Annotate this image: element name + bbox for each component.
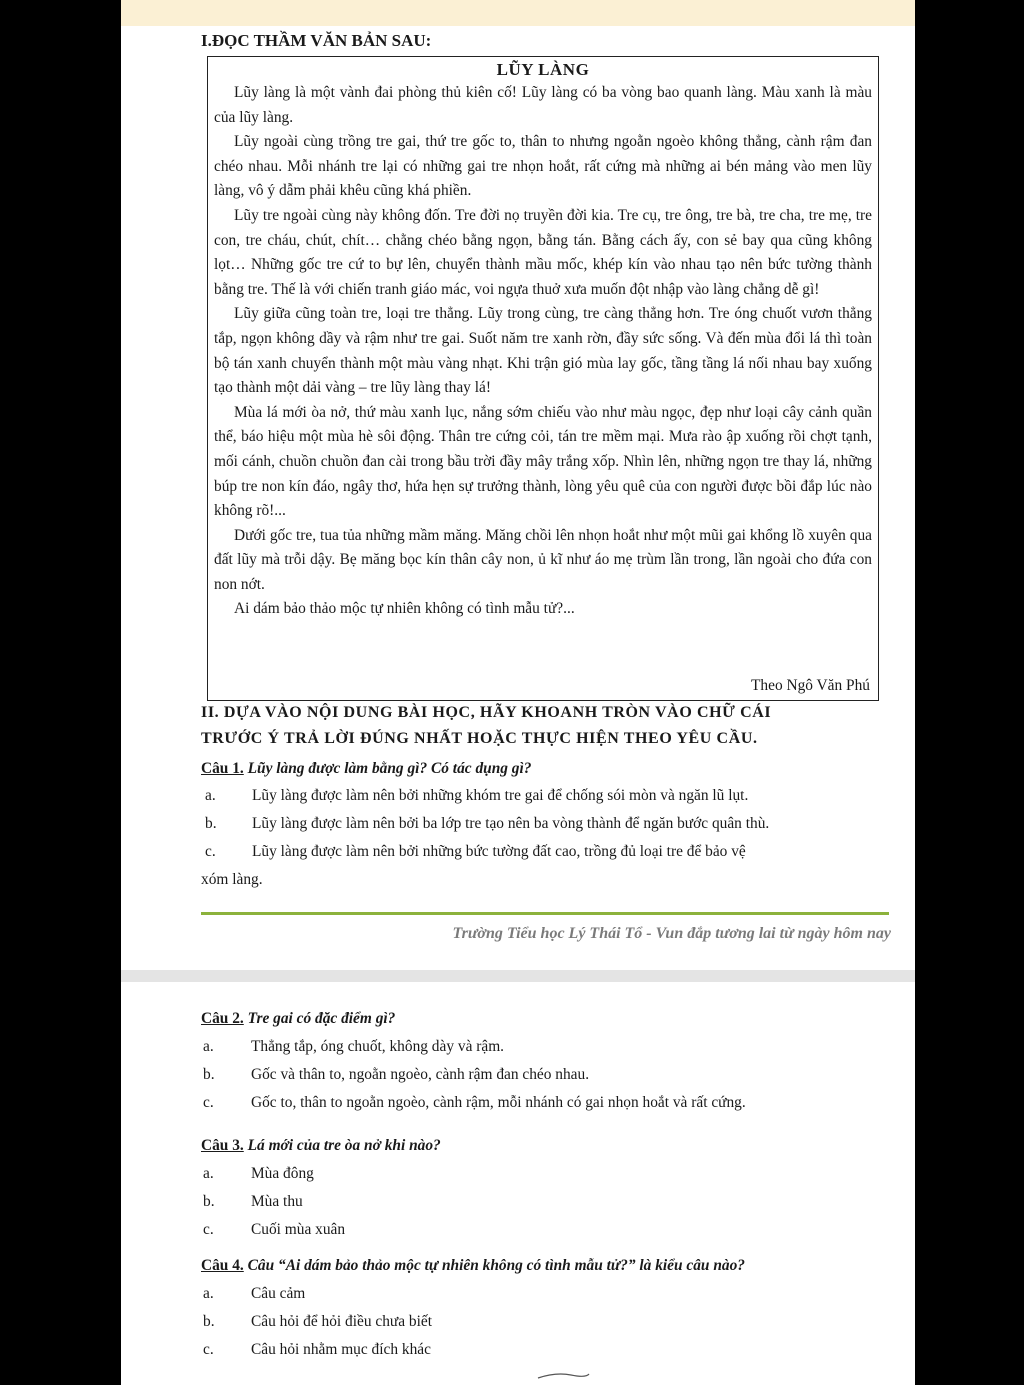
passage-paragraph: Ai dám bảo thảo mộc tự nhiên không có tình mẫu tử?... (234, 600, 575, 618)
passage-paragraph: Lũy làng là một vành đai phòng thủ kiên cố! Lũy làng có ba vòng bao quanh làng. Màu xanh là màu của lũy làng. (214, 84, 872, 126)
option-letter: a. (205, 787, 216, 804)
option-text: Câu hỏi để hỏi điều chưa biết (251, 1313, 433, 1330)
footer-divider (201, 912, 889, 915)
question-number: Câu 1. (201, 760, 244, 777)
section2-heading-line1: II. DỰA VÀO NỘI DUNG BÀI HỌC, HÃY KHOANH TRÒN VÀO CHỮ CÁI (201, 704, 772, 721)
passage-paragraph: Lũy giữa cũng toàn tre, loại tre thẳng. Lũy trong cùng, tre càng thẳng hơn. Tre óng chuốt vươn thẳng tắp, ngọn không dầy và rậm như tre gai. Suốt năm tre xanh rờn, đầy sức sống. Và đến mùa đổi lá thì toàn bộ tán xanh chuyển thành một màu vàng nhạt. Khi trận gió mùa lay gốc, tầng tầng lá nối nhau bay xuống tạo thành một dải vàng – tre lũy làng thay lá! (214, 305, 872, 397)
page-gap (121, 970, 915, 982)
section1-heading: I.ĐỌC THẦM VĂN BẢN SAU: (201, 31, 432, 50)
question-text: Tre gai có đặc điểm gì? (247, 1010, 396, 1027)
document-page-1 (121, 0, 915, 970)
document-page-2 (121, 982, 915, 1385)
passage-box (207, 56, 879, 701)
question-text: Câu “Ai dám bảo thảo mộc tự nhiên không có tình mẫu tử?” là kiểu câu nào? (247, 1257, 745, 1274)
footer-motto: Trường Tiểu học Lý Thái Tổ - Vun đắp tương lai từ ngày hôm nay (452, 925, 891, 942)
passage-paragraph: Dưới gốc tre, tua tủa những mầm măng. Măng chồi lên nhọn hoắt như một mũi gai khổng lồ xuyên qua đất lũy mà trỗi dậy. Bẹ măng bọc kín thân cây non, ủ kĩ như áo mẹ trùm lần trong, lần ngoài cho đứa con non nớt. (214, 526, 872, 593)
question-number: Câu 2. (201, 1010, 244, 1027)
option-text: Gốc và thân to, ngoằn ngoèo, cành rậm đan chéo nhau. (251, 1066, 590, 1083)
option-letter: c. (203, 1094, 214, 1111)
question-number: Câu 3. (201, 1137, 244, 1154)
question-text: Lũy làng được làm bằng gì? Có tác dụng gì? (247, 760, 532, 777)
option-text: Lũy làng được làm nên bởi những khóm tre gai để chống sói mòn và ngăn lũ lụt. (252, 787, 749, 804)
option-letter: c. (205, 843, 216, 860)
passage-paragraph: Mùa lá mới òa nở, thứ màu xanh lục, nắng sớm chiếu vào như màu ngọc, đẹp như loại cây cảnh quần thể, báo hiệu một mùa hè sôi động. Thân tre cứng cỏi, tán tre mềm mại. Mưa rào ập xuống rồi chợt tạnh, mối cánh, chuồn chuồn đan cài trong bầu trời đầy mây trắng xốp. Nhìn lên, những ngọn tre thay lá, những búp tre non kín đáo, ngây thơ, hứa hẹn sự trưởng thành, lòng yêu quê của con người được bồi đắp lúc nào không rõ!... (214, 403, 872, 520)
option-letter: a. (203, 1038, 214, 1055)
option-text: Gốc to, thân to ngoằn ngoèo, cành rậm, mỗi nhánh có gai nhọn hoắt và rất cứng. (251, 1094, 746, 1111)
passage-title: LŨY LÀNG (496, 60, 590, 79)
option-text: Câu cảm (251, 1285, 306, 1302)
option-text: Mùa thu (251, 1193, 303, 1210)
option-letter: c. (203, 1221, 214, 1238)
pen-mark-decoration (536, 1370, 591, 1380)
section2-heading-line2: TRƯỚC Ý TRẢ LỜI ĐÚNG NHẤT HOẶC THỰC HIỆN THEO YÊU CẦU. (201, 730, 758, 747)
option-letter: b. (203, 1193, 215, 1210)
passage-paragraph: Lũy ngoài cùng trồng tre gai, thứ tre gốc to, thân to nhưng ngoằn ngoèo không thẳng, cành rậm đan chéo nhau. Mỗi nhánh tre lại có những gai tre nhọn hoắt, rất cứng mà những ai bén mảng vào men lũy làng, vô ý dẫm phải khêu cũng khá phiền. (214, 133, 872, 200)
option-continuation: xóm làng. (201, 871, 263, 888)
option-letter: a. (203, 1285, 214, 1302)
question-1-title (201, 760, 531, 778)
question-3-title (201, 1137, 441, 1155)
passage-body (214, 81, 872, 622)
option-letter: b. (203, 1313, 215, 1330)
option-text: Lũy làng được làm nên bởi những bức tường đất cao, trồng đủ loại tre để bảo vệ (252, 843, 746, 860)
page-top-band (121, 0, 915, 26)
passage-source: Theo Ngô Văn Phú (751, 677, 870, 694)
option-text: Mùa đông (251, 1165, 314, 1182)
option-text: Lũy làng được làm nên bởi ba lớp tre tạo nên ba vòng thành để ngăn bước quân thù. (252, 815, 770, 832)
option-text: Cuối mùa xuân (251, 1221, 346, 1238)
option-letter: a. (203, 1165, 214, 1182)
option-letter: c. (203, 1341, 214, 1358)
question-text: Lá mới của tre òa nở khi nào? (247, 1137, 441, 1154)
passage-paragraph: Lũy tre ngoài cùng này không đốn. Tre đời nọ truyền đời kia. Tre cụ, tre ông, tre bà, tre cha, tre mẹ, tre con, tre cháu, chút, chít… chằng chéo bằng ngọn, bằng tán. Bằng cách ấy, con sẻ bay qua cũng không lọt… Những gốc tre cứ to bự lên, chuyển thành mầu mốc, khép kín vào nhau tạo nên bức tường thành bằng tre. Thế là với chiến tranh giáo mác, voi ngựa thuở xưa muốn đột nhập vào làng chẳng dễ gì! (214, 206, 872, 298)
option-letter: b. (205, 815, 217, 832)
option-letter: b. (203, 1066, 215, 1083)
question-4-title (201, 1257, 745, 1275)
question-number: Câu 4. (201, 1257, 244, 1274)
question-2-title (201, 1010, 395, 1028)
option-text: Câu hỏi nhằm mục đích khác (251, 1341, 431, 1358)
option-text: Thẳng tắp, óng chuốt, không dày và rậm. (251, 1038, 505, 1055)
